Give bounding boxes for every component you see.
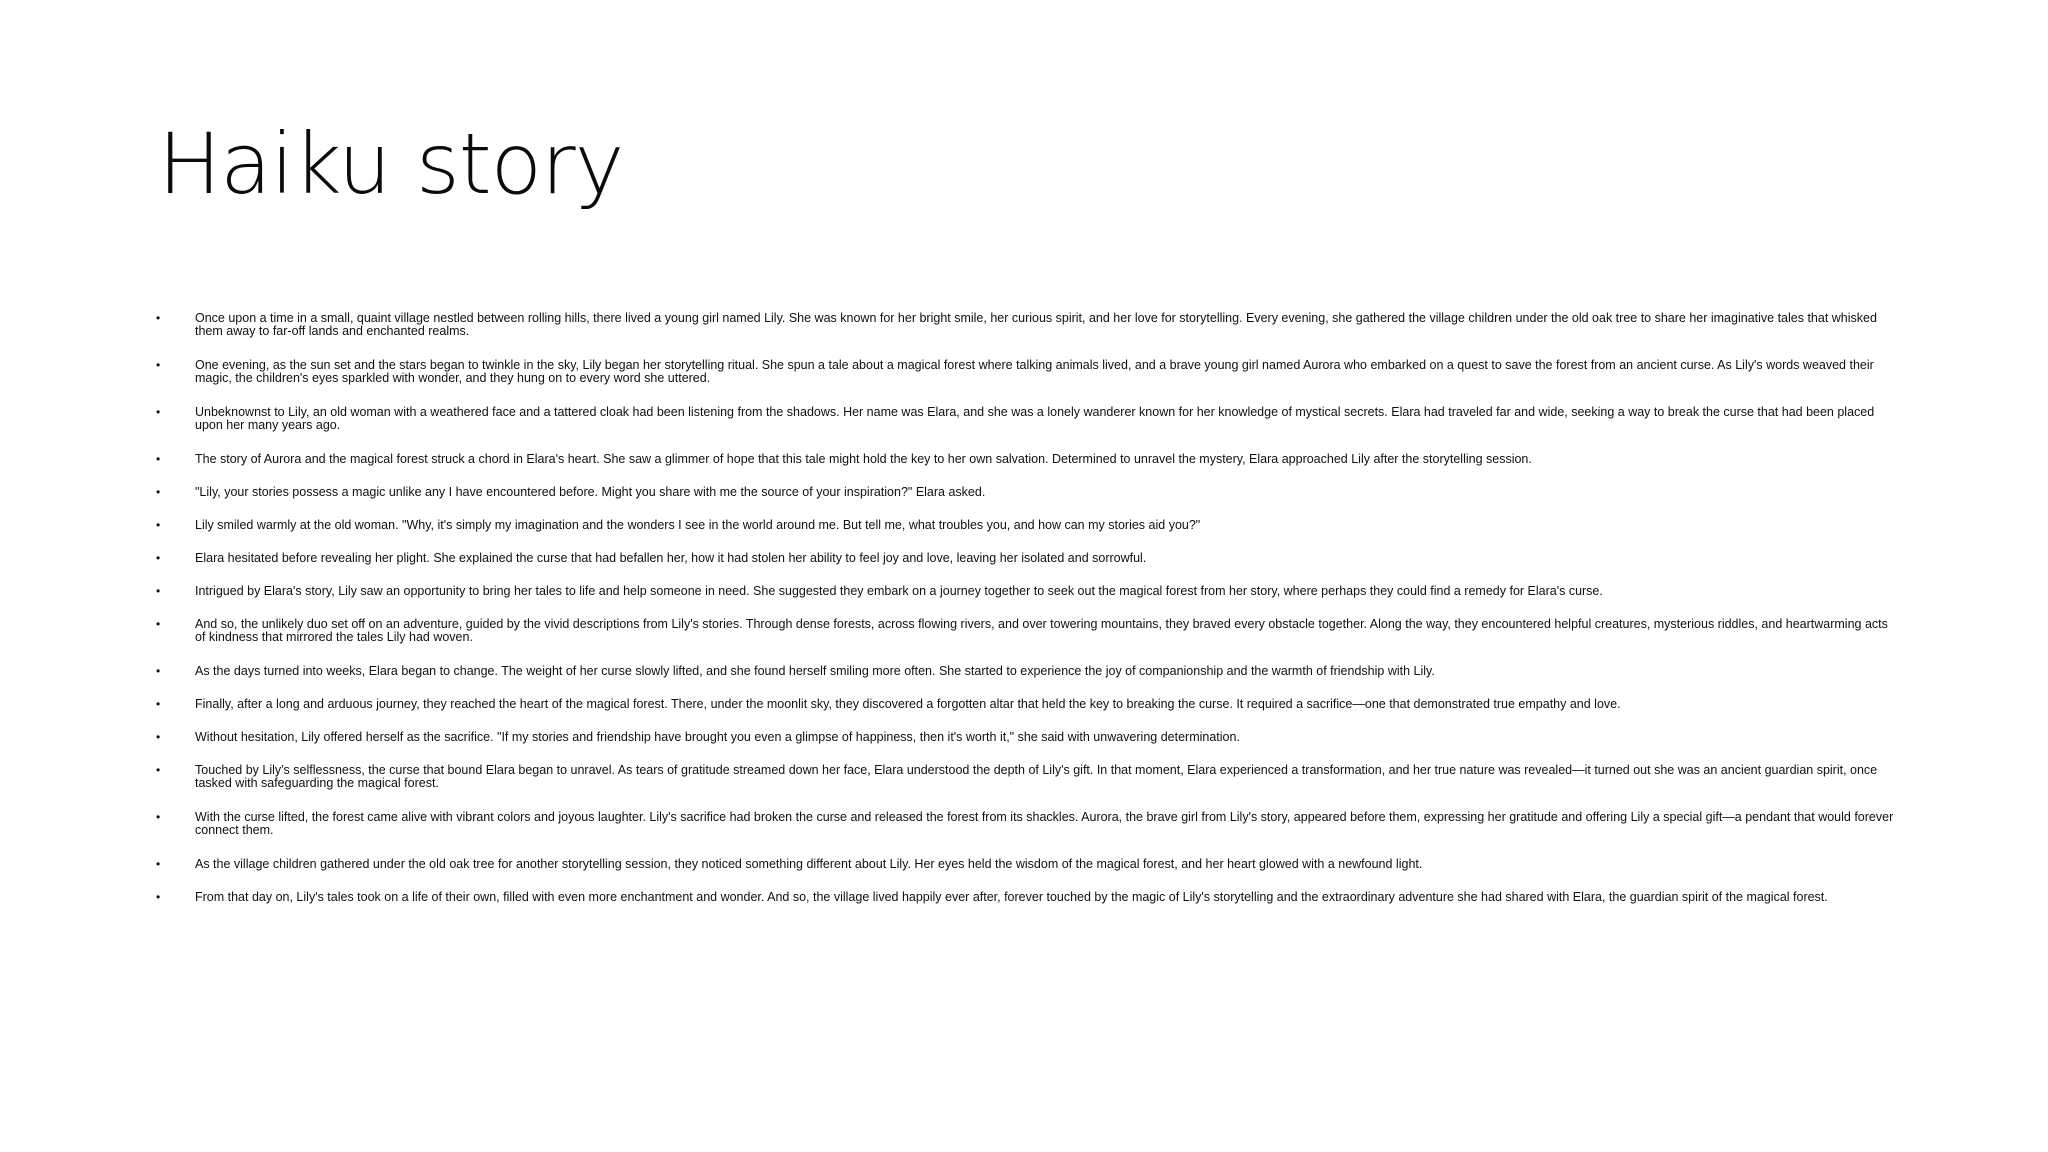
paragraph-text: Touched by Lily's selflessness, the curse that bound Elara began to unravel. As tears of gratitude streamed down her face, Elara understood the depth of Lily's gift. In that moment, Elara experienced a transformation, and her true nature was revealed—it turned out she was an ancient guardian spirit, once tasked with safeguarding the magical forest. xyxy=(195,763,1878,790)
paragraph-text: Intrigued by Elara's story, Lily saw an opportunity to bring her tales to life and help someone in need. She suggested they embark on a journey together to seek out the magical forest from her story, where perhaps they could find a remedy for Elara's curse. xyxy=(195,584,1603,598)
list-item xyxy=(156,486,1896,499)
list-item xyxy=(156,585,1896,598)
bullet-icon: • xyxy=(156,617,161,631)
paragraph-text: As the village children gathered under the old oak tree for another storytelling session, they noticed something different about Lily. Her eyes held the wisdom of the magical forest, and her heart glowed with a newfound light. xyxy=(195,857,1423,871)
bullet-icon: • xyxy=(156,452,161,466)
list-item xyxy=(156,519,1896,532)
slide-title: Haiku story xyxy=(158,115,624,213)
list-item xyxy=(156,312,1896,338)
bullet-icon: • xyxy=(156,763,161,777)
paragraph-text: Unbeknownst to Lily, an old woman with a weathered face and a tattered cloak had been listening from the shadows. Her name was Elara, and she was a lonely wanderer known for her knowledge of mystical secrets. Elara had traveled far and wide, seeking a way to break the curse that had been placed upon her many years ago. xyxy=(195,405,1875,432)
list-item xyxy=(156,618,1896,644)
story-bullet-list xyxy=(156,312,1896,925)
list-item xyxy=(156,891,1896,904)
bullet-icon: • xyxy=(156,664,161,678)
paragraph-text: From that day on, Lily's tales took on a life of their own, filled with even more enchantment and wonder. And so, the village lived happily ever after, forever touched by the magic of Lily's storytelling and the extraordinary adventure she had shared with Elara, the guardian spirit of the magical forest. xyxy=(195,890,1828,904)
list-item xyxy=(156,552,1896,565)
list-item xyxy=(156,406,1896,432)
paragraph-text: As the days turned into weeks, Elara began to change. The weight of her curse slowly lifted, and she found herself smiling more often. She started to experience the joy of companionship and the warmth of friendship with Lily. xyxy=(195,664,1435,678)
bullet-icon: • xyxy=(156,857,161,871)
list-item xyxy=(156,811,1896,837)
list-item xyxy=(156,665,1896,678)
list-item xyxy=(156,731,1896,744)
paragraph-text: Lily smiled warmly at the old woman. "Why, it's simply my imagination and the wonders I see in the world around me. But tell me, what troubles you, and how can my stories aid you?" xyxy=(195,518,1201,532)
paragraph-text: With the curse lifted, the forest came alive with vibrant colors and joyous laughter. Lily's sacrifice had broken the curse and released the forest from its shackles. Aurora, the brave girl from Lily's story, appeared before them, expressing her gratitude and offering Lily a special gift—a pendant that would forever connect them. xyxy=(195,810,1894,837)
paragraph-text: And so, the unlikely duo set off on an adventure, guided by the vivid descriptions from Lily's stories. Through dense forests, across flowing rivers, and over towering mountains, they braved every obstacle together. Along the way, they encountered helpful creatures, mysterious riddles, and heartwarming acts of kindness that mirrored the tales Lily had woven. xyxy=(195,617,1888,644)
bullet-icon: • xyxy=(156,584,161,598)
paragraph-text: The story of Aurora and the magical forest struck a chord in Elara's heart. She saw a glimmer of hope that this tale might hold the key to her own salvation. Determined to unravel the mystery, Elara approached Lily after the storytelling session. xyxy=(195,452,1532,466)
list-item xyxy=(156,698,1896,711)
bullet-icon: • xyxy=(156,311,161,325)
list-item xyxy=(156,764,1896,790)
paragraph-text: Elara hesitated before revealing her plight. She explained the curse that had befallen her, how it had stolen her ability to feel joy and love, leaving her isolated and sorrowful. xyxy=(195,551,1147,565)
bullet-icon: • xyxy=(156,890,161,904)
paragraph-text: "Lily, your stories possess a magic unlike any I have encountered before. Might you share with me the source of your inspiration?" Elara asked. xyxy=(195,485,986,499)
list-item xyxy=(156,858,1896,871)
bullet-icon: • xyxy=(156,485,161,499)
bullet-icon: • xyxy=(156,697,161,711)
list-item xyxy=(156,453,1896,466)
bullet-icon: • xyxy=(156,518,161,532)
paragraph-text: Once upon a time in a small, quaint village nestled between rolling hills, there lived a young girl named Lily. She was known for her bright smile, her curious spirit, and her love for storytelling. Every evening, she gathered the village children under the old oak tree to share her imaginative tales that whisked them away to far-off lands and enchanted realms. xyxy=(195,311,1877,338)
bullet-icon: • xyxy=(156,730,161,744)
bullet-icon: • xyxy=(156,551,161,565)
paragraph-text: One evening, as the sun set and the stars began to twinkle in the sky, Lily began her storytelling ritual. She spun a tale about a magical forest where talking animals lived, and a brave young girl named Aurora who embarked on a quest to save the forest from an ancient curse. As Lily's words weaved their magic, the children's eyes sparkled with wonder, and they hung on to every word she uttered. xyxy=(195,358,1874,385)
paragraph-text: Finally, after a long and arduous journey, they reached the heart of the magical forest. There, under the moonlit sky, they discovered a forgotten altar that held the key to breaking the curse. It required a sacrifice—one that demonstrated true empathy and love. xyxy=(195,697,1621,711)
paragraph-text: Without hesitation, Lily offered herself as the sacrifice. "If my stories and friendship have brought you even a glimpse of happiness, then it's worth it," she said with unwavering determination. xyxy=(195,730,1240,744)
bullet-icon: • xyxy=(156,405,161,419)
bullet-icon: • xyxy=(156,358,161,372)
bullet-icon: • xyxy=(156,810,161,824)
list-item xyxy=(156,359,1896,385)
